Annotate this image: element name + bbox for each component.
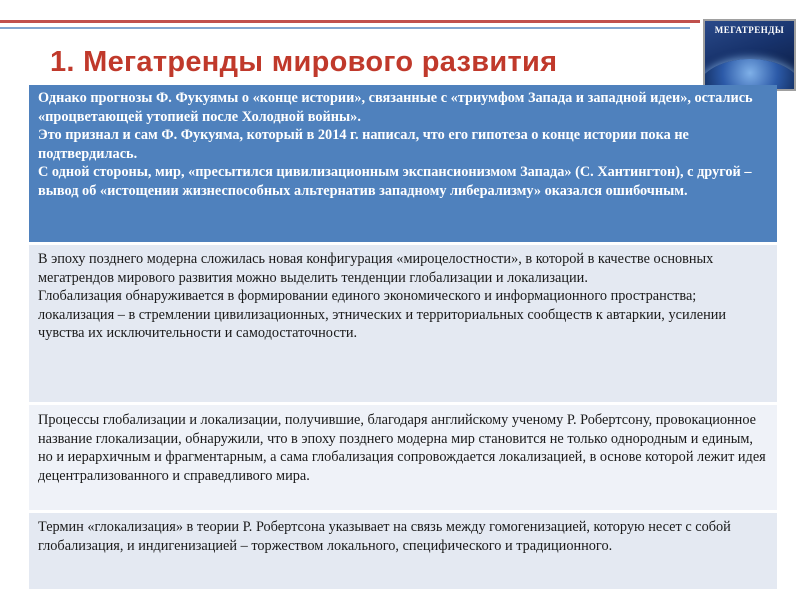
row-1-paragraph-1: Однако прогнозы Ф. Фукуямы о «конце истории», связанные с «триумфом Запада и западной идеи», остались «процветающей утопией после Холодной войны». [38, 90, 753, 125]
content-row-2 [29, 245, 777, 402]
decorative-red-line [0, 20, 700, 23]
content-table [29, 85, 777, 592]
row-4-paragraph-1: Термин «глокализация» в теории Р. Робертсона указывает на связь между гомогенизацией, которую несет с собой глобализация, и индигенизацией – торжеством локального, специфического и традиционного. [38, 519, 731, 554]
row-1-paragraph-2: Это признал и сам Ф. Фукуяма, который в 2014 г. написал, что его гипотеза о конце истории пока не подтвердилась. [38, 127, 689, 162]
book-cover-title: МЕГАТРЕНДЫ [714, 25, 785, 35]
row-2-paragraph-2: Глобализация обнаруживается в формировании единого экономического и информационного пространства; локализация – в стремлении цивилизационных, этнических и территориальных сообществ к автаркии, усилении чувства их исключительности и самодостаточности. [38, 288, 727, 341]
content-row-3 [29, 405, 777, 510]
row-3-paragraph-1: Процессы глобализации и локализации, получившие, благодаря английскому ученому Р. Робертсону, провокационное название глокализации, обнаружили, что в эпоху позднего модерна мир становится не только однородным и единым, но и иерархичным и фрагментарным, а сама глобализация сопровождается локализацией, в основе которой лежит идея децентрализованного и справедливого мира. [38, 412, 766, 484]
row-1-paragraph-3: С одной стороны, мир, «пресытился цивилизационным экспансионизмом Запада» (С. Хантингтон), с другой – вывод об «истощении жизнеспособных альтернатив западному либерализму» оказался ошибочным. [38, 164, 752, 199]
content-row-4 [29, 513, 777, 589]
decorative-blue-line [0, 27, 690, 29]
book-cover-icon [703, 19, 796, 91]
slide-title: 1. Мегатренды мирового развития [50, 46, 558, 78]
row-2-paragraph-1: В эпоху позднего модерна сложилась новая конфигурация «мироцелостности», в которой в качестве основных мегатрендов мирового развития можно выделить тенденции глобализации и локализации. [38, 251, 714, 286]
content-row-1 [29, 85, 777, 242]
